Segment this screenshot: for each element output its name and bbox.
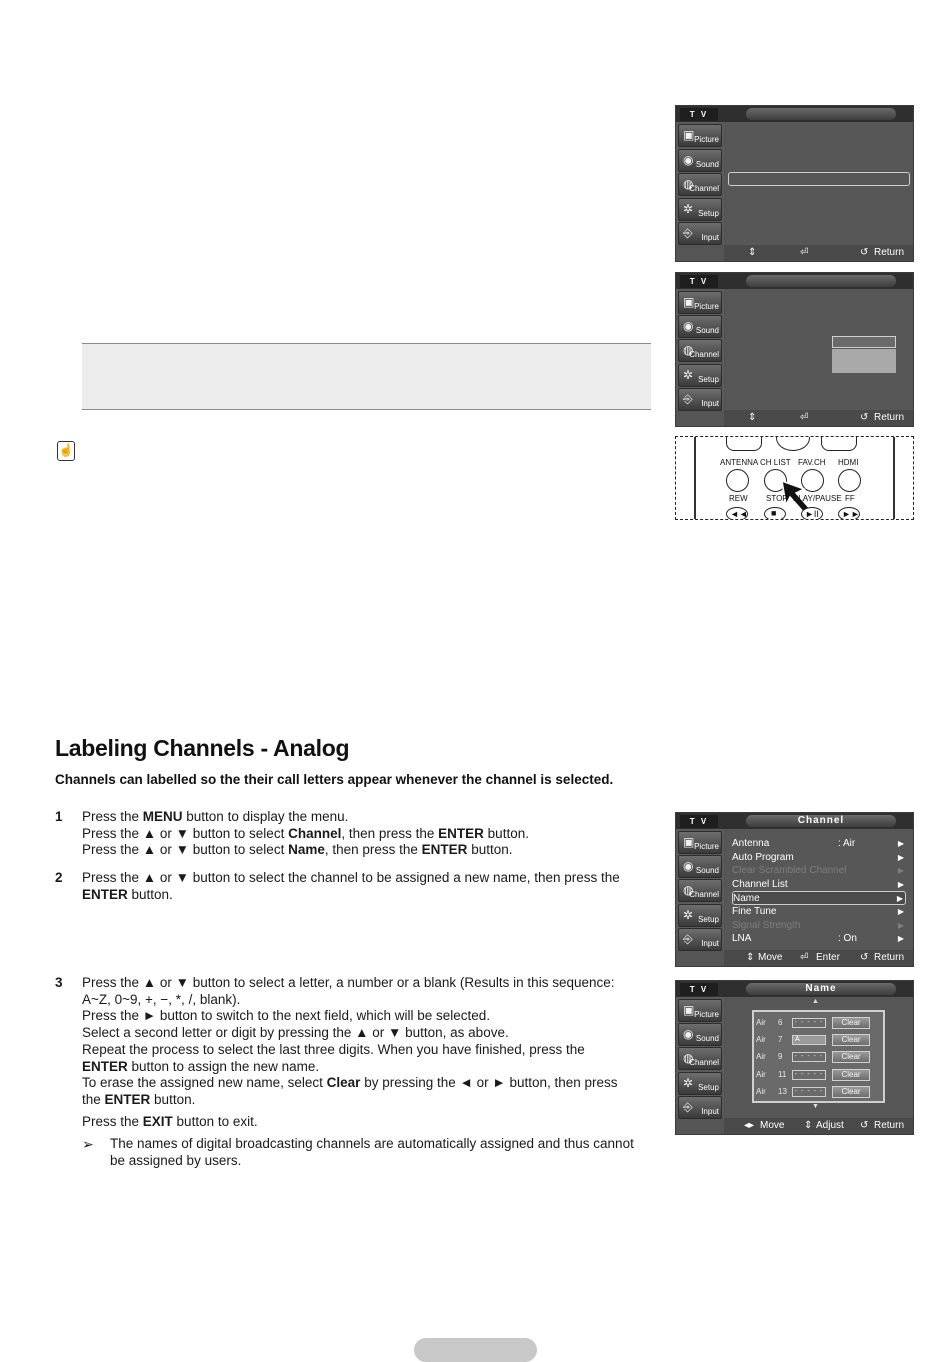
step-text (82, 870, 682, 903)
osd-sidebar (676, 829, 724, 950)
channel-number: 11 (778, 1069, 787, 1079)
stop-icon: ■ (771, 508, 777, 518)
step-line (82, 809, 682, 826)
osd-selection-bar (728, 172, 910, 186)
sidebar-item-setup (678, 364, 722, 387)
sidebar-item-setup (678, 1072, 722, 1095)
tip-arrow-icon: ➢ (82, 1136, 94, 1152)
sidebar-item-label: Setup (698, 1082, 719, 1092)
tv-channel-menu (675, 812, 914, 967)
right-arrow-icon: ▶ (897, 920, 904, 930)
step-line (82, 1042, 682, 1059)
step-line (82, 992, 682, 1009)
name-row (756, 1085, 882, 1099)
menu-item-label: Antenna (732, 838, 770, 849)
name-row (756, 1068, 882, 1082)
channel-type: Air (756, 1069, 766, 1079)
enter-icon: ⏎ (800, 412, 809, 423)
tv-menu-panel-1 (675, 105, 914, 262)
menu-item-label: Fine Tune (732, 906, 777, 917)
sidebar-item-label: Setup (698, 914, 719, 924)
right-arrow-icon: ▶ (897, 879, 904, 889)
channel-number: 13 (778, 1086, 787, 1096)
name-row (756, 1016, 882, 1030)
return-label: Return (874, 1120, 905, 1131)
menu-item-antenna (732, 837, 906, 851)
sidebar-item-label: Sound (695, 159, 719, 169)
tv-label: T V (680, 815, 718, 828)
channel-number: 9 (778, 1052, 783, 1062)
text-run: button. (127, 886, 173, 902)
picture-icon: ▣ (683, 295, 695, 309)
sidebar-item-label: Setup (698, 374, 719, 384)
sidebar-item-setup (678, 198, 722, 221)
bold-term: EXIT (142, 1114, 173, 1129)
play-pause-icon: ►II (805, 509, 819, 519)
tip-text: The names of digital broadcasting channels are automatically assigned and thus cannot be assigned by users. (110, 1136, 634, 1168)
text-run: button. (483, 825, 529, 841)
clear-button: Clear (832, 1017, 870, 1029)
osd-bottom-bar (724, 410, 913, 426)
osd-title-pill: Channel (746, 815, 896, 827)
sidebar-item-input (678, 388, 722, 411)
clear-button: Clear (832, 1051, 870, 1063)
sidebar-item-label: Picture (694, 135, 719, 144)
menu-item-lna (732, 932, 906, 946)
osd-sidebar (676, 289, 724, 410)
text-run: To erase the assigned new name, select (82, 1075, 327, 1091)
sidebar-item-label: Input (701, 938, 719, 948)
step-line (82, 975, 682, 992)
menu-item-label: LNA (732, 933, 752, 945)
name-field: - - - - - (792, 1018, 826, 1028)
remote-label-rew: REW (729, 494, 748, 503)
move-icon: ⇕ (748, 412, 757, 423)
exit-text (82, 1114, 682, 1131)
step-line (82, 887, 682, 904)
rewind-icon: ◄◄ (730, 509, 748, 519)
menu-item-label: Name (733, 893, 760, 905)
channel-number: 6 (778, 1018, 783, 1027)
sidebar-item-label: Input (701, 1106, 719, 1116)
osd-top-bar (676, 106, 913, 122)
sidebar-item-label: Input (701, 233, 719, 243)
setup-icon: ✲ (683, 1075, 694, 1090)
menu-item-label: Clear Scrambled Channel (732, 865, 847, 877)
picture-icon: ▣ (683, 835, 695, 849)
text-run: Repeat the process to select the last three digits. When you have finished, press the (82, 1041, 585, 1057)
step-line (82, 1025, 682, 1042)
clear-button: Clear (832, 1034, 870, 1046)
sidebar-item-input (678, 1096, 722, 1119)
bold-term: Clear (326, 1075, 361, 1091)
sidebar-item-label: Sound (695, 1034, 719, 1044)
right-arrow-icon: ▶ (897, 907, 904, 916)
menu-item-label: Auto Program (732, 851, 794, 863)
channel-number: 7 (778, 1035, 783, 1045)
return-label: Return (874, 952, 905, 963)
step-line (82, 1008, 682, 1025)
step-line (82, 1059, 682, 1076)
input-icon: ⎆ (683, 931, 693, 946)
text-run: Press the ► button to switch to the next field, which will be selected. (82, 1008, 491, 1024)
menu-item-auto-program (732, 851, 906, 865)
step-number: 2 (55, 870, 63, 885)
channel-icon: ◍ (683, 883, 694, 898)
name-list-box (752, 1010, 885, 1103)
sidebar-item-channel (678, 173, 722, 196)
sidebar-item-label: Input (701, 398, 719, 408)
sidebar-item-channel (678, 1047, 722, 1070)
sidebar-item-setup (678, 904, 722, 927)
right-arrow-icon: ▶ (897, 934, 904, 944)
osd-bottom-bar (724, 245, 913, 261)
text-run: Press the ▲ or ▼ button to select (82, 825, 289, 841)
bold-term: ENTER (104, 1091, 151, 1107)
enter-label: Enter (816, 952, 840, 963)
remote-label-ch-list: CH LIST (760, 458, 791, 467)
osd-title-pill: Name (746, 983, 896, 995)
text-run: by pressing the ◄ or ► button, then press (360, 1075, 618, 1091)
clear-button: Clear (832, 1069, 870, 1081)
sidebar-item-input (678, 222, 722, 245)
input-icon: ⎆ (683, 391, 693, 406)
page-number-pill (414, 1338, 537, 1362)
sidebar-item-channel (678, 879, 722, 902)
remote-label-antenna: ANTENNA (720, 458, 759, 467)
tv-label: T V (680, 275, 718, 288)
sidebar-item-picture (678, 831, 722, 854)
name-field: A (792, 1035, 826, 1045)
sidebar-item-sound (678, 1023, 722, 1046)
osd-top-bar (676, 813, 913, 829)
step-number: 1 (55, 809, 63, 824)
sidebar-item-picture (678, 291, 722, 314)
sidebar-item-sound (678, 315, 722, 338)
antenna-button (726, 469, 749, 492)
text-run: button to exit. (172, 1114, 258, 1129)
channel-icon: ◍ (683, 343, 694, 358)
osd-content (726, 997, 912, 1118)
bold-term: Channel (288, 825, 342, 841)
osd-popup-option-selected (832, 336, 896, 348)
name-field: - - - - - (792, 1087, 826, 1097)
left-right-move-icon: ◂▸ (744, 1120, 755, 1131)
sidebar-item-channel (678, 339, 722, 362)
text-run: button. (467, 842, 513, 858)
channel-type: Air (756, 1086, 766, 1096)
sound-icon: ◉ (683, 859, 694, 874)
return-icon: ↺ (860, 247, 869, 258)
osd-bottom-bar (724, 950, 913, 966)
remote-label-play-pause: PLAY/PAUSE (793, 494, 842, 503)
sidebar-item-label: Setup (698, 208, 719, 218)
menu-item-channel-list (732, 878, 906, 892)
step-text (82, 975, 682, 1109)
adjust-icon: ⇕ (804, 1120, 813, 1131)
step-line (82, 1114, 682, 1131)
osd-content (726, 829, 912, 950)
menu-item-label: Signal Strength (732, 919, 801, 931)
hdmi-button (838, 469, 861, 492)
text-run: Select a second letter or digit by pressing the ▲ or ▼ button, as above. (82, 1025, 509, 1041)
setup-icon: ✲ (683, 201, 694, 216)
sidebar-item-input (678, 928, 722, 951)
remote-label-stop: STOP (766, 494, 788, 503)
remote-top-button (821, 436, 857, 451)
section-title: Labeling Channels - Analog (55, 735, 350, 761)
right-arrow-icon: ▶ (896, 894, 903, 904)
text-run: A~Z, 0~9, +, −, *, /, blank). (82, 991, 241, 1007)
menu-item-signal-strength (732, 919, 906, 933)
sound-icon: ◉ (683, 319, 694, 334)
name-row (756, 1033, 882, 1047)
sidebar-item-label: Sound (695, 866, 719, 876)
bold-term: ENTER (421, 842, 468, 858)
sidebar-item-label: Picture (694, 302, 719, 311)
channel-type: Air (756, 1018, 766, 1027)
enter-icon: ⏎ (800, 247, 809, 258)
input-icon: ⎆ (683, 226, 693, 241)
step-line (82, 842, 682, 859)
move-icon: ⇕ (748, 247, 757, 258)
input-icon: ⎆ (683, 1099, 693, 1114)
text-run: Press the ▲ or ▼ button to select (82, 842, 289, 858)
return-label: Return (874, 412, 905, 423)
adjust-label: Adjust (816, 1120, 844, 1131)
remote-label-ff: FF (845, 494, 855, 503)
sidebar-item-label: Channel (689, 350, 719, 360)
sound-icon: ◉ (683, 152, 694, 167)
return-icon: ↺ (860, 412, 869, 423)
sidebar-item-label: Picture (694, 1010, 719, 1019)
osd-bottom-bar (724, 1118, 913, 1134)
tv-label: T V (680, 983, 718, 996)
return-icon: ↺ (860, 1120, 869, 1131)
channel-type: Air (756, 1035, 766, 1045)
bold-term: MENU (142, 809, 183, 824)
channel-type: Air (756, 1052, 766, 1062)
osd-title-pill (746, 108, 896, 120)
step-number: 3 (55, 975, 63, 990)
osd-sidebar (676, 122, 724, 245)
sidebar-item-picture (678, 124, 722, 147)
osd-sidebar (676, 997, 724, 1118)
text-run: Press the ▲ or ▼ button to select the channel to be assigned a new name, then press the (82, 870, 620, 885)
hand-note-icon: ☝ (57, 441, 75, 461)
setup-icon: ✲ (683, 907, 694, 922)
remote-control-illustration (675, 436, 914, 520)
menu-item-label: Channel List (732, 878, 788, 890)
text-run: Press the (82, 1114, 143, 1129)
tv-menu-panel-2 (675, 272, 914, 427)
text-run: , then press the (324, 842, 422, 858)
channel-icon: ◍ (683, 1051, 694, 1066)
name-field: - - - - - (792, 1070, 826, 1080)
scroll-up-icon: ▲ (812, 998, 819, 1005)
sidebar-item-label: Picture (694, 842, 719, 851)
step-line (82, 1092, 682, 1109)
sidebar-item-label: Channel (689, 890, 719, 900)
picture-icon: ▣ (683, 128, 695, 142)
step-text (82, 809, 682, 859)
note-box (82, 343, 651, 410)
section-intro: Channels can labelled so the their call letters appear whenever the channel is selected. (55, 772, 614, 787)
text-run: , then press the (341, 825, 439, 841)
sidebar-item-label: Channel (689, 1058, 719, 1068)
scroll-down-icon: ▼ (812, 1103, 819, 1110)
return-icon: ↺ (860, 952, 869, 963)
osd-popup-option (832, 349, 896, 373)
osd-top-bar (676, 273, 913, 289)
name-row (756, 1050, 882, 1064)
right-arrow-icon: ▶ (897, 839, 904, 848)
name-field: - - - - - (792, 1052, 826, 1062)
sidebar-item-sound (678, 149, 722, 172)
osd-content (726, 289, 912, 410)
setup-icon: ✲ (683, 367, 694, 382)
menu-item-fine-tune (732, 905, 906, 919)
return-label: Return (874, 247, 905, 258)
sound-icon: ◉ (683, 1027, 694, 1042)
clear-button: Clear (832, 1086, 870, 1098)
sidebar-item-label: Sound (695, 326, 719, 336)
menu-item-value: : Air (838, 838, 856, 849)
bold-term: ENTER (82, 886, 128, 902)
text-run: button to assign the new name. (127, 1058, 320, 1074)
bold-term: ENTER (438, 825, 484, 841)
menu-item-clear-scrambled-channel (732, 864, 906, 878)
move-icon: ⇕ (746, 952, 755, 963)
osd-content (726, 122, 912, 245)
text-run: button to display the menu. (182, 809, 349, 824)
osd-top-bar (676, 981, 913, 997)
move-label: Move (760, 1120, 785, 1131)
move-label: Move (758, 952, 783, 963)
bold-term: Name (288, 842, 325, 858)
step-line (82, 1075, 682, 1092)
remote-top-button (726, 436, 762, 451)
sidebar-item-label: Channel (689, 184, 719, 194)
sidebar-item-picture (678, 999, 722, 1022)
remote-label-fav-ch: FAV.CH (798, 458, 826, 467)
step-line (82, 870, 682, 887)
tv-label: T V (680, 108, 718, 121)
osd-title-pill (746, 275, 896, 287)
text-run: the (82, 1091, 105, 1107)
bold-term: ENTER (82, 1058, 128, 1074)
channel-icon: ◍ (683, 177, 694, 192)
right-arrow-icon: ▶ (897, 852, 904, 862)
step-line (82, 826, 682, 843)
remote-label-hdmi: HDMI (838, 458, 859, 467)
sidebar-item-sound (678, 855, 722, 878)
fast-forward-icon: ►► (842, 509, 860, 519)
right-arrow-icon: ▶ (897, 866, 904, 876)
text-run: Press the (82, 809, 143, 824)
picture-icon: ▣ (683, 1003, 695, 1017)
menu-item-name (732, 891, 906, 905)
text-run: button. (150, 1091, 196, 1107)
text-run: Press the ▲ or ▼ button to select a letter, a number or a blank (Results in this sequence: (82, 975, 615, 990)
menu-item-value: : On (838, 933, 857, 945)
enter-icon: ⏎ (800, 952, 809, 963)
tv-name-menu (675, 980, 914, 1135)
